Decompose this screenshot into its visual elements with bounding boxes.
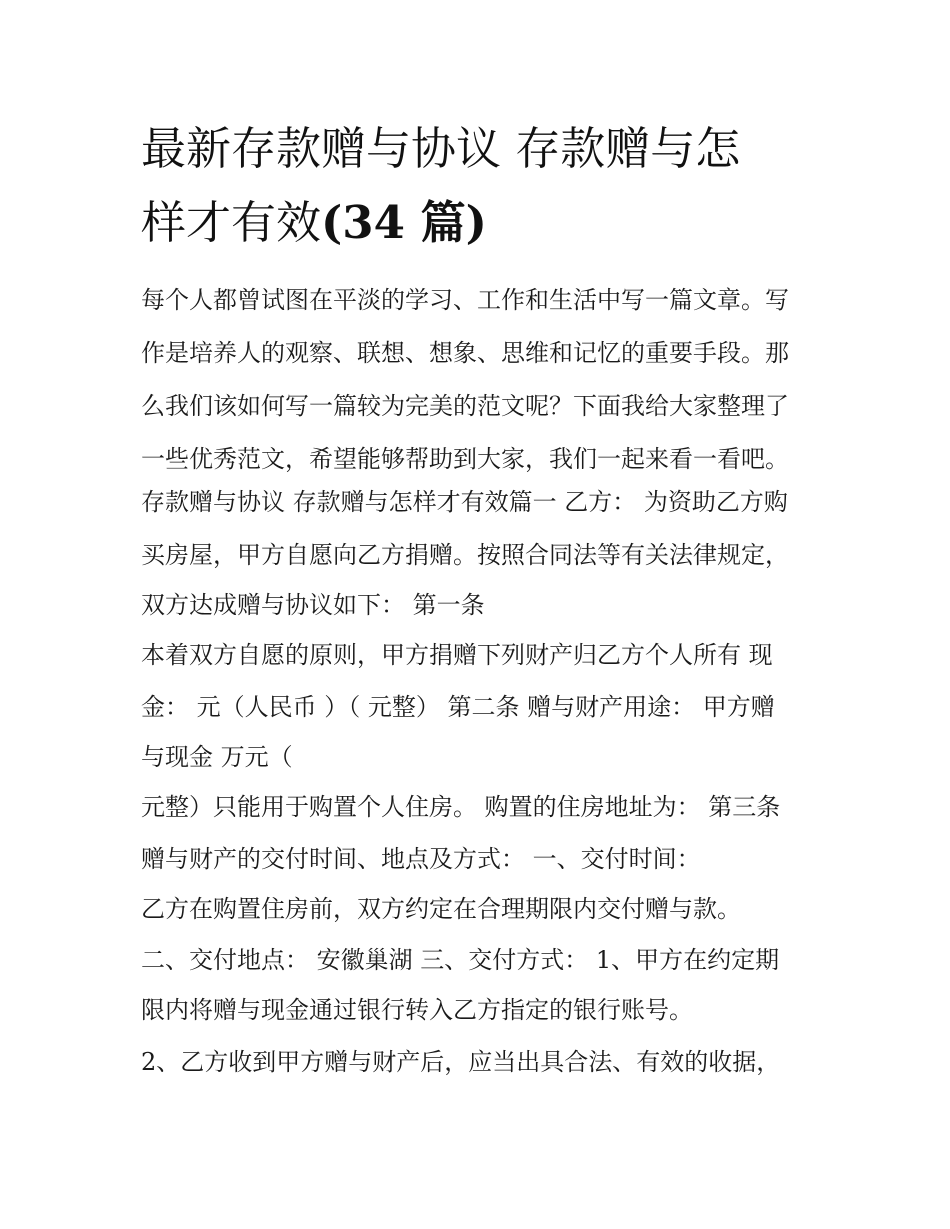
- body-line-1: 每个人都曾试图在平淡的学习、工作和生活中写一篇文章。写: [141, 286, 789, 314]
- body-line-15: 限内将赠与现金通过银行转入乙方指定的银行账号。: [141, 996, 693, 1024]
- body-line-2: 作是培养人的观察、联想、想象、思维和记忆的重要手段。那: [141, 339, 789, 367]
- body-line-12: 赠与财产的交付时间、地点及方式： 一、交付时间：: [141, 845, 701, 873]
- body-line-9: 金： 元（人民币 ）（ 元整） 第二条 赠与财产用途： 甲方赠: [141, 693, 775, 721]
- body-line-11: 元整）只能用于购置个人住房。 购置的住房地址为： 第三条: [141, 793, 781, 821]
- body-line-16: 2、乙方收到甲方赠与财产后，应当出具合法、有效的收据，: [141, 1048, 781, 1076]
- title-line-2-count: (34 篇): [321, 196, 487, 249]
- body-line-10: 与现金 万元（: [141, 743, 293, 771]
- title-line-2-text: 样才有效: [141, 196, 322, 249]
- body-line-13: 乙方在购置住房前，双方约定在合理期限内交付赠与款。: [141, 895, 741, 923]
- body-line-5: 存款赠与协议 存款赠与怎样才有效篇一 乙方： 为资助乙方购: [141, 488, 788, 516]
- body-line-7: 双方达成赠与协议如下： 第一条: [141, 591, 485, 619]
- body-line-4: 一些优秀范文，希望能够帮助到大家，我们一起来看一看吧。: [141, 445, 789, 473]
- body-line-6: 买房屋，甲方自愿向乙方捐赠。按照合同法等有关法律规定，: [141, 541, 789, 569]
- document-title: [141, 112, 821, 260]
- body-line-8: 本着双方自愿的原则，甲方捐赠下列财产归乙方个人所有 现: [141, 641, 773, 669]
- body-line-14: 二、交付地点： 安徽巢湖 三、交付方式： 1、甲方在约定期: [141, 946, 780, 974]
- body-line-3: 么我们该如何写一篇较为完美的范文呢？下面我给大家整理了: [141, 392, 789, 420]
- title-line-1: 最新存款赠与协议 存款赠与怎: [141, 122, 741, 175]
